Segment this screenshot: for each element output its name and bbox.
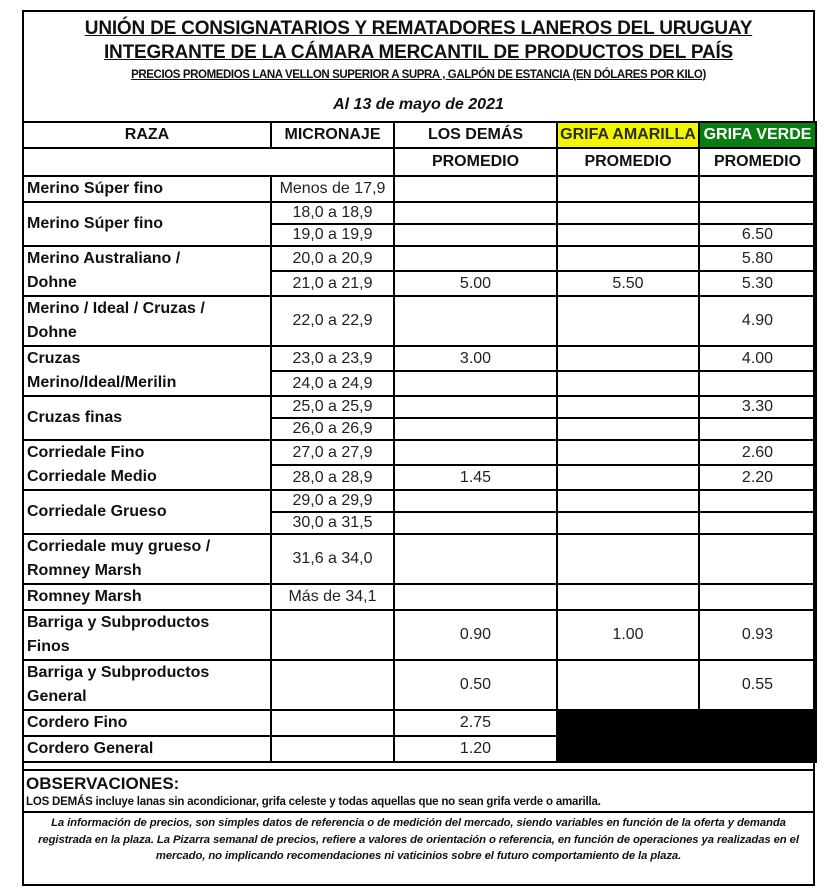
raza-cell [23,296,271,346]
micronaje-cell: 31,6 a 34,0 [271,534,394,584]
raza-cell: Corriedale Grueso [23,490,271,534]
col-header-grifa-amarilla: GRIFA AMARILLA [557,122,699,148]
subheader-promedio-grifa-verde: PROMEDIO [699,148,816,176]
micronaje-cell: 25,0 a 25,9 [271,396,394,418]
micronaje-cell: 28,0 a 28,9 [271,465,394,490]
table-row [23,396,816,418]
grifa-amarilla-cell [557,660,699,710]
table-row [23,465,816,490]
micronaje-cell [271,710,394,736]
grifa-verde-cell [699,512,816,534]
col-header-grifa-verde: GRIFA VERDE [699,122,816,148]
grifa-verde-cell: 4.90 [699,296,816,346]
raza-cell [23,610,271,660]
micronaje-cell: 22,0 a 22,9 [271,296,394,346]
grifa-verde-cell: 2.20 [699,465,816,490]
grifa-amarilla-cell: 1.00 [557,610,699,660]
observations-text: LOS DEMÁS incluye lanas sin acondicionar, grifa celeste y todas aquellas que no sean grifa verde o amarilla. [26,796,601,808]
grifa-amarilla-cell [557,490,699,512]
observations-title: OBSERVACIONES: [26,774,180,793]
micronaje-cell: 21,0 a 21,9 [271,271,394,296]
micronaje-cell [271,610,394,660]
title-line-2: INTEGRANTE DE LA CÁMARA MERCANTIL DE PRODUCTOS DEL PAÍS [103,42,734,63]
table-row [23,584,816,610]
micronaje-cell: 18,0 a 18,9 [271,202,394,224]
table-row [23,710,816,736]
grifa-verde-cell [699,418,816,440]
micronaje-cell: 20,0 a 20,9 [271,246,394,271]
los-demas-cell: 0.50 [394,660,557,710]
report-date: Al 13 de mayo de 2021 [333,96,504,113]
disclaimer: La información de precios, son simples datos de referencia o de medición del mercado, siendo variables en función de la oferta y demanda registrada en la plaza. La Pizarra semanal de precios, refiere a valores de orientación o referencia, en función de operaciones ya realizadas en el mercado, no implicando recomendaciones ni vaticinios sobre el futuro comportamiento de la plaza. [38,817,799,862]
micronaje-cell: 29,0 a 29,9 [271,490,394,512]
grifa-verde-cell: 4.00 [699,346,816,371]
los-demas-cell [394,512,557,534]
los-demas-cell: 5.00 [394,271,557,296]
raza-cell: Merino Súper fino [23,202,271,246]
table-row [23,610,816,660]
subheader-promedio-grifa-amarilla: PROMEDIO [557,148,699,176]
table-row [23,296,816,346]
raza-cell: Dohne [23,271,271,296]
grifa-verde-cell [699,584,816,610]
grifa-amarilla-cell [557,512,699,534]
raza-cell: Merino Australiano / [23,246,271,271]
raza-line-1: Corriedale muy grueso / [27,538,211,555]
observations-box [24,769,813,813]
los-demas-cell [394,202,557,224]
subheader-row [23,148,816,176]
table-row [23,660,816,710]
micronaje-cell: 19,0 a 19,9 [271,224,394,246]
micronaje-cell: 23,0 a 23,9 [271,346,394,371]
micronaje-cell: Más de 34,1 [271,584,394,610]
grifa-amarilla-cell [557,418,699,440]
los-demas-cell [394,371,557,396]
col-header-micronaje: MICRONAJE [271,122,394,148]
grifa-amarilla-cell [557,371,699,396]
header-row [23,122,816,148]
grifa-amarilla-cell [557,176,699,202]
table-row [23,202,816,224]
table-row [23,490,816,512]
raza-cell: Corriedale Fino [23,440,271,465]
raza-cell: Cruzas [23,346,271,371]
los-demas-cell: 1.45 [394,465,557,490]
subheader-promedio-los-demas: PROMEDIO [394,148,557,176]
price-table [22,121,817,763]
los-demas-cell [394,224,557,246]
los-demas-cell [394,418,557,440]
grifa-amarilla-cell [557,396,699,418]
raza-line-2: General [27,688,87,705]
table-row [23,246,816,271]
raza-cell: Cordero Fino [23,710,271,736]
table-row [23,371,816,396]
grifa-verde-cell [699,490,816,512]
grifa-verde-cell [699,371,816,396]
raza-cell: Merino Súper fino [23,176,271,202]
col-header-raza: RAZA [23,122,271,148]
col-header-los-demas: LOS DEMÁS [394,122,557,148]
blacked-out-cell [557,710,816,762]
los-demas-cell [394,246,557,271]
los-demas-cell [394,534,557,584]
grifa-verde-cell: 5.80 [699,246,816,271]
raza-cell: Corriedale Medio [23,465,271,490]
table-row [23,346,816,371]
grifa-verde-cell: 2.60 [699,440,816,465]
subtitle: PRECIOS PROMEDIOS LANA VELLON SUPERIOR A SUPRA , GALPÓN DE ESTANCIA (EN DÓLARES POR KILO) [131,69,706,81]
grifa-verde-cell: 0.55 [699,660,816,710]
los-demas-cell [394,396,557,418]
los-demas-cell: 2.75 [394,710,557,736]
grifa-amarilla-cell [557,296,699,346]
grifa-verde-cell: 0.93 [699,610,816,660]
los-demas-cell [394,176,557,202]
grifa-verde-cell [699,202,816,224]
raza-cell [23,534,271,584]
grifa-amarilla-cell [557,534,699,584]
micronaje-cell: 30,0 a 31,5 [271,512,394,534]
raza-line-2: Dohne [27,324,77,341]
los-demas-cell: 0.90 [394,610,557,660]
table-row [23,440,816,465]
raza-line-2: Romney Marsh [27,562,142,579]
grifa-verde-cell [699,176,816,202]
grifa-verde-cell: 3.30 [699,396,816,418]
table-row [23,271,816,296]
title-line-1: UNIÓN DE CONSIGNATARIOS Y REMATADORES LANEROS DEL URUGUAY [84,18,753,39]
raza-line-1: Merino / Ideal / Cruzas / [27,300,205,317]
micronaje-cell: 26,0 a 26,9 [271,418,394,440]
grifa-amarilla-cell: 5.50 [557,271,699,296]
raza-line-1: Barriga y Subproductos [27,664,210,681]
los-demas-cell: 3.00 [394,346,557,371]
los-demas-cell [394,440,557,465]
grifa-amarilla-cell [557,440,699,465]
grifa-verde-cell [699,534,816,584]
price-sheet [22,10,815,886]
grifa-amarilla-cell [557,202,699,224]
los-demas-cell [394,490,557,512]
micronaje-cell: 27,0 a 27,9 [271,440,394,465]
raza-line-2: Finos [27,638,70,655]
subheader-empty [23,148,271,176]
grifa-amarilla-cell [557,465,699,490]
micronaje-cell [271,736,394,762]
raza-cell: Romney Marsh [23,584,271,610]
grifa-amarilla-cell [557,224,699,246]
micronaje-cell: 24,0 a 24,9 [271,371,394,396]
micronaje-cell [271,660,394,710]
grifa-verde-cell: 5.30 [699,271,816,296]
los-demas-cell: 1.20 [394,736,557,762]
raza-cell: Cordero General [23,736,271,762]
grifa-amarilla-cell [557,246,699,271]
los-demas-cell [394,584,557,610]
grifa-amarilla-cell [557,584,699,610]
grifa-verde-cell: 6.50 [699,224,816,246]
table-row [23,534,816,584]
raza-line-1: Barriga y Subproductos [27,614,210,631]
raza-cell: Cruzas finas [23,396,271,440]
raza-cell: Merino/Ideal/Merilin [23,371,271,396]
raza-cell [23,660,271,710]
los-demas-cell [394,296,557,346]
subheader-empty [271,148,394,176]
grifa-amarilla-cell [557,346,699,371]
table-row [23,176,816,202]
micronaje-cell: Menos de 17,9 [271,176,394,202]
